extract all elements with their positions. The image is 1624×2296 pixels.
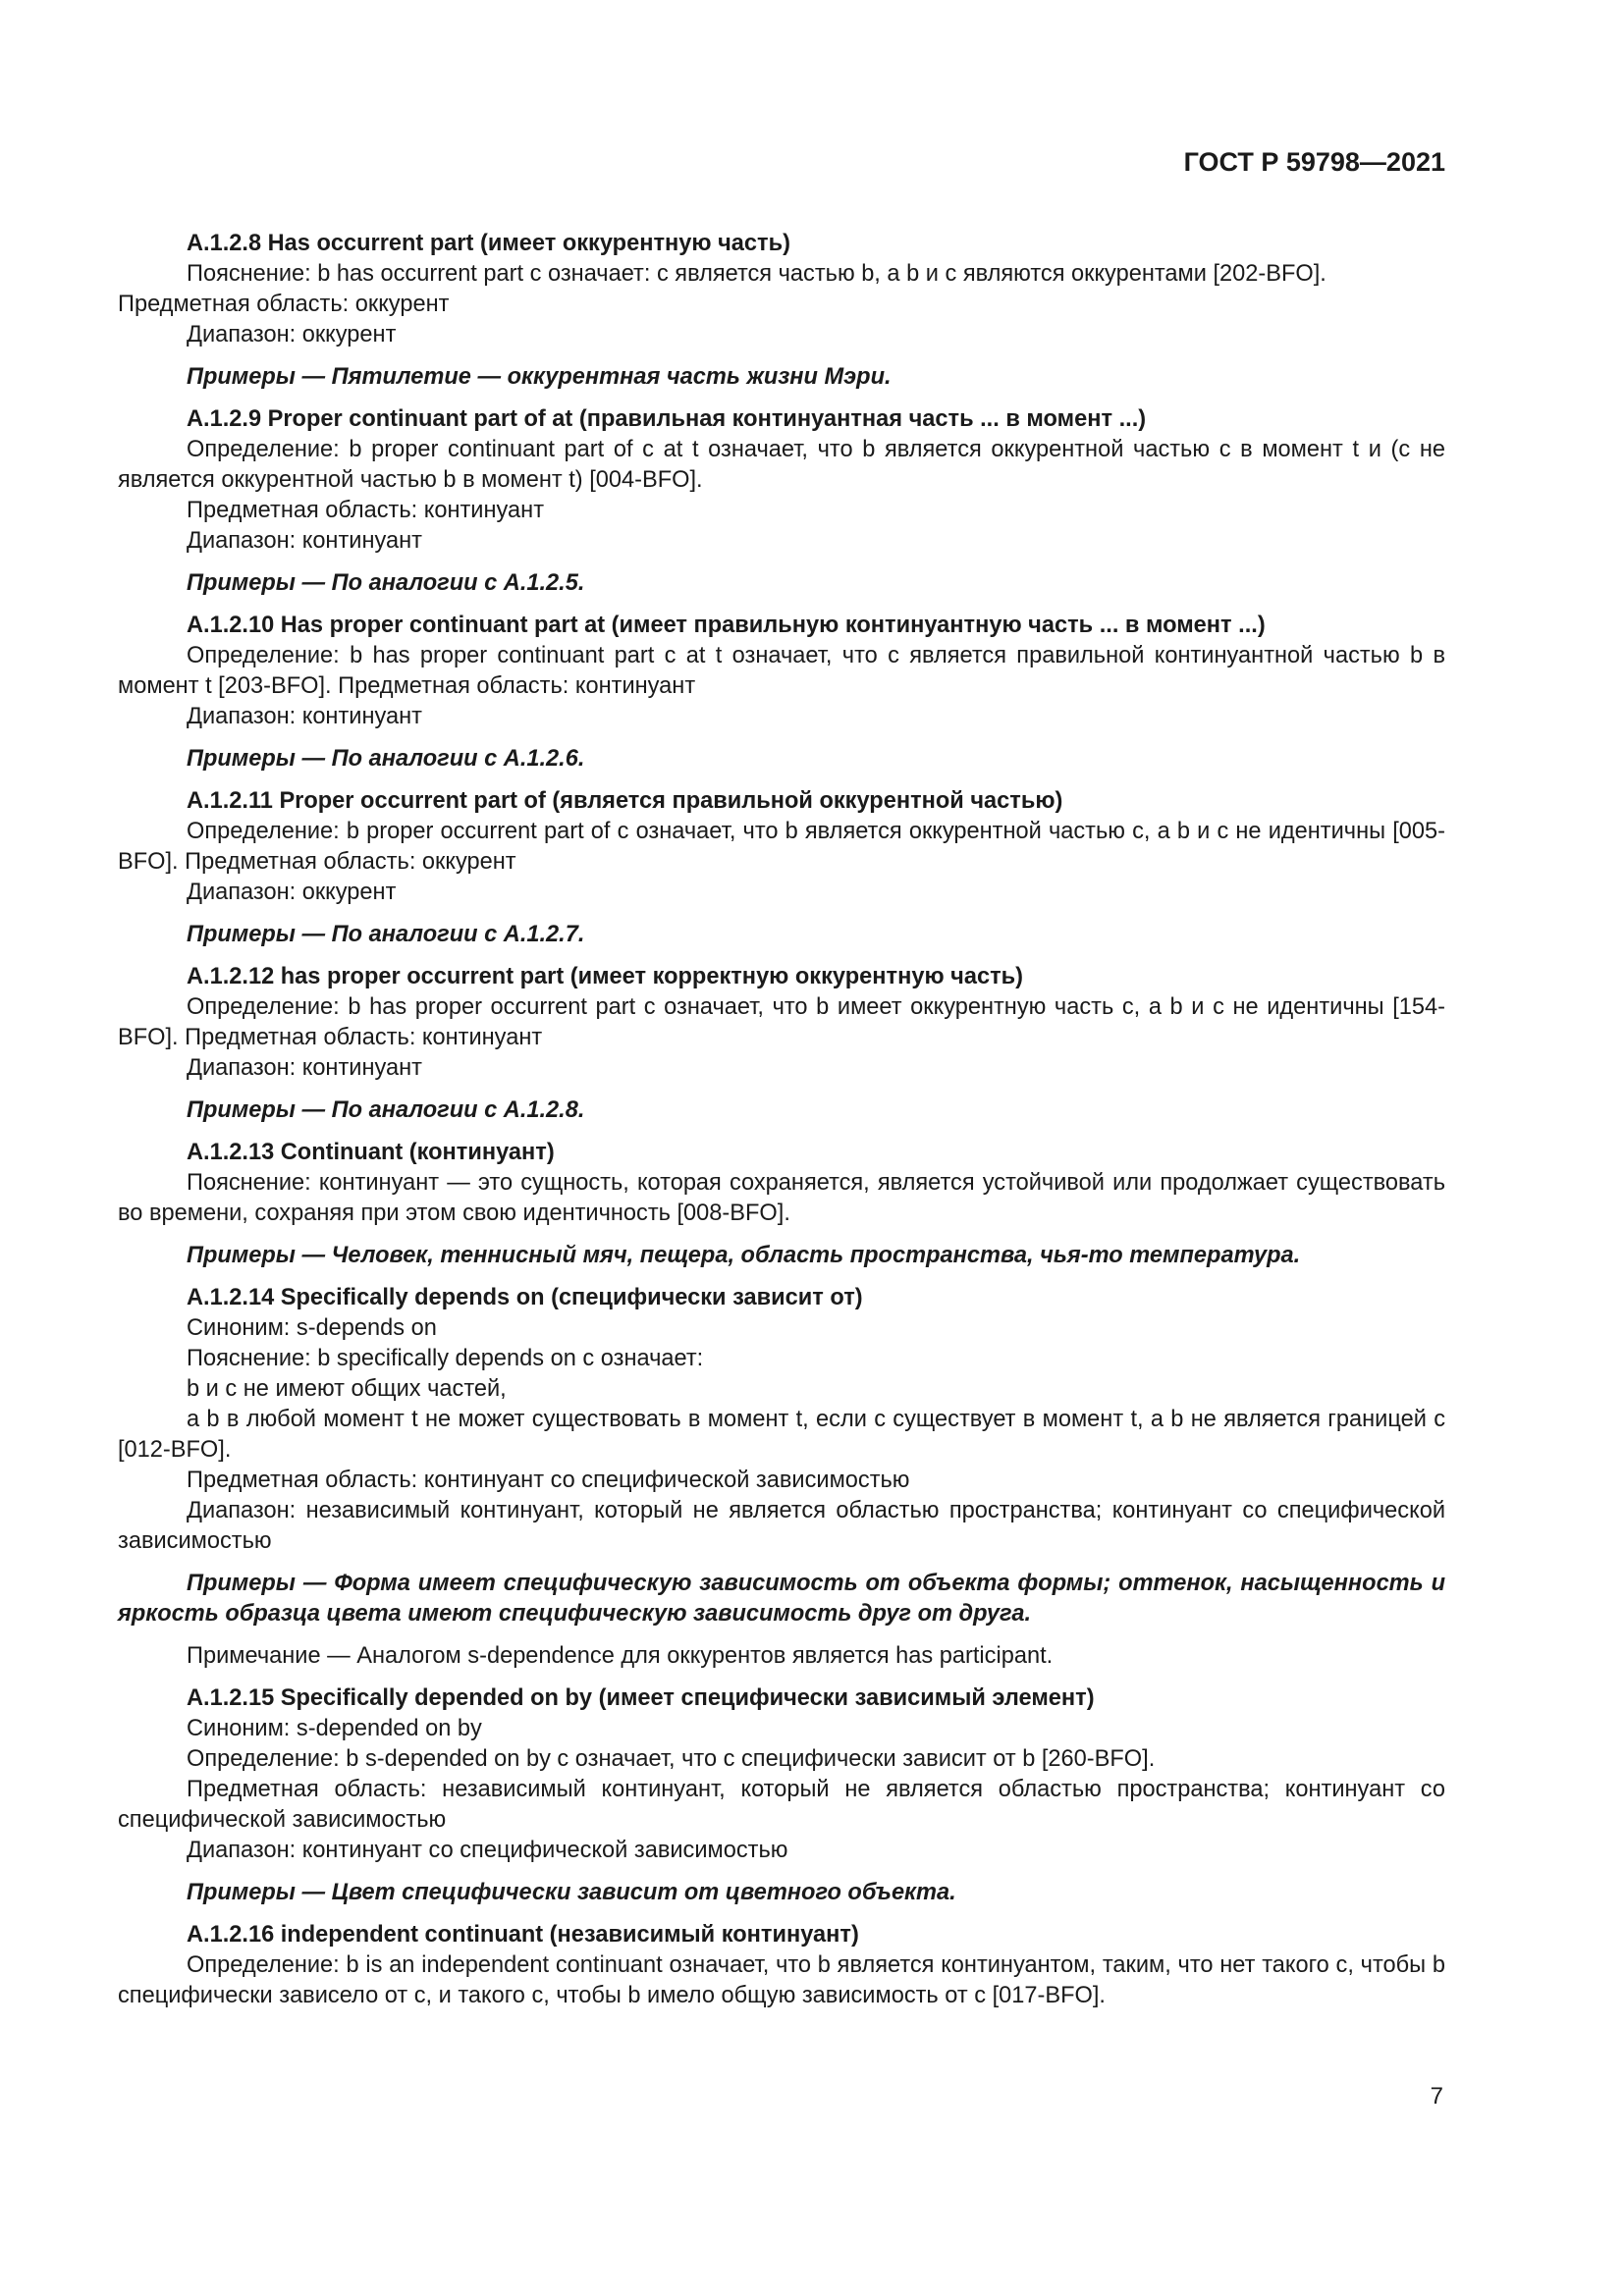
synonym-text: Синоним: s-depends on <box>187 1315 437 1341</box>
example-text: Примеры — По аналогии с A.1.2.6. <box>187 746 585 772</box>
example-text: Примеры — По аналогии с A.1.2.7. <box>187 922 585 947</box>
definition-text: Определение: b is an independent continuant означает, что b является континуантом, таким, что нет такого c, чтобы b специфически зависело от c, и такого c, чтобы b имело общую зависимость от c [017-BFO]. <box>118 1952 1445 2008</box>
range-text: Диапазон: континуант <box>187 704 422 729</box>
range-text: Диапазон: континуант <box>187 528 422 554</box>
explanation-text: Пояснение: b specifically depends on c означает: <box>187 1346 704 1371</box>
definition-text: Определение: b s-depended on by c означает, что c специфически зависит от b [260-BFO]. <box>187 1746 1156 1772</box>
definition-text: Определение: b proper occurrent part of c означает, что b является оккурентной частью c, а b и c не идентичны [005-BFO]. Предметная область: оккурент <box>118 819 1445 875</box>
section-heading: A.1.2.16 independent continuant (независимый континуант) <box>187 1922 859 1948</box>
standard-designation: ГОСТ Р 59798—2021 <box>1183 147 1445 177</box>
synonym-text: Синоним: s-depended on by <box>187 1716 482 1741</box>
example-text: Примеры — По аналогии с A.1.2.8. <box>187 1097 585 1123</box>
section-heading: A.1.2.13 Continuant (континуант) <box>187 1140 555 1165</box>
section-heading: A.1.2.12 has proper occurrent part (имеет корректную оккурентную часть) <box>187 964 1024 989</box>
section-heading: A.1.2.15 Specifically depended on by (имеет специфически зависимый элемент) <box>187 1685 1095 1711</box>
explanation-text: b и c не имеют общих частей, <box>187 1376 507 1402</box>
example-text: Примеры — Пятилетие — оккурентная часть жизни Мэри. <box>187 364 892 390</box>
explanation-text: Пояснение: континуант — это сущность, которая сохраняется, является устойчивой или продолжает существовать во времени, сохраняя при этом свою идентичность [008-BFO]. <box>118 1170 1445 1226</box>
note-text: Примечание — Аналогом s-dependence для оккурентов является has participant. <box>187 1643 1054 1669</box>
definition-text: Определение: b has proper occurrent part c означает, что b имеет оккурентную часть c, а b и c не идентичны [154-BFO]. Предметная область: континуант <box>118 994 1445 1050</box>
range-text: Диапазон: оккурент <box>187 880 397 905</box>
example-text: Примеры — Человек, теннисный мяч, пещера, область пространства, чья-то температура. <box>187 1243 1301 1268</box>
document-body <box>118 229 1445 2011</box>
example-text: Примеры — Форма имеет специфическую зависимость от объекта формы; оттенок, насыщенность и яркость образца цвета имеют специфическую зависимость друг от друга. <box>118 1571 1445 1627</box>
domain-text: Предметная область: континуант <box>187 498 545 523</box>
example-text: Примеры — По аналогии с A.1.2.5. <box>187 570 585 596</box>
section-heading: A.1.2.8 Has occurrent part (имеет оккурентную часть) <box>187 231 790 256</box>
definition-text: Определение: b has proper continuant part c at t означает, что c является правильной континуантной частью b в момент t [203-BFO]. Предметная область: континуант <box>118 643 1445 699</box>
page-number: 7 <box>1430 2083 1443 2109</box>
section-heading: A.1.2.11 Proper occurrent part of (является правильной оккурентной частью) <box>187 788 1063 814</box>
range-text: Диапазон: независимый континуант, который не является областью пространства; континуант со специфической зависимостью <box>118 1498 1445 1554</box>
section-heading: A.1.2.10 Has proper continuant part at (имеет правильную континуантную часть ... в момент ...) <box>187 613 1266 638</box>
definition-text: Определение: b proper continuant part of c at t означает, что b является оккурентной частью c в момент t и (c не является оккурентной частью b в момент t) [004-BFO]. <box>118 437 1445 493</box>
domain-text: Предметная область: континуант со специфической зависимостью <box>187 1468 910 1493</box>
domain-text: Предметная область: оккурент <box>118 292 450 317</box>
range-text: Диапазон: континуант со специфической зависимостью <box>187 1838 788 1863</box>
example-text: Примеры — Цвет специфически зависит от цветного объекта. <box>187 1880 956 1905</box>
explanation-text: Пояснение: b has occurrent part c означает: c является частью b, а b и c являются оккурентами [202-BFO]. <box>187 261 1326 287</box>
range-text: Диапазон: континуант <box>187 1055 422 1081</box>
section-heading: A.1.2.9 Proper continuant part of at (правильная континуантная часть ... в момент ...) <box>187 406 1147 432</box>
section-heading: A.1.2.14 Specifically depends on (специфически зависит от) <box>187 1285 863 1310</box>
range-text: Диапазон: оккурент <box>187 322 397 347</box>
explanation-text: а b в любой момент t не может существовать в момент t, если c существует в момент t, а b не является границей c [012-BFO]. <box>118 1407 1445 1463</box>
domain-text: Предметная область: независимый континуант, который не является областью пространства; континуант со специфической зависимостью <box>118 1777 1445 1833</box>
